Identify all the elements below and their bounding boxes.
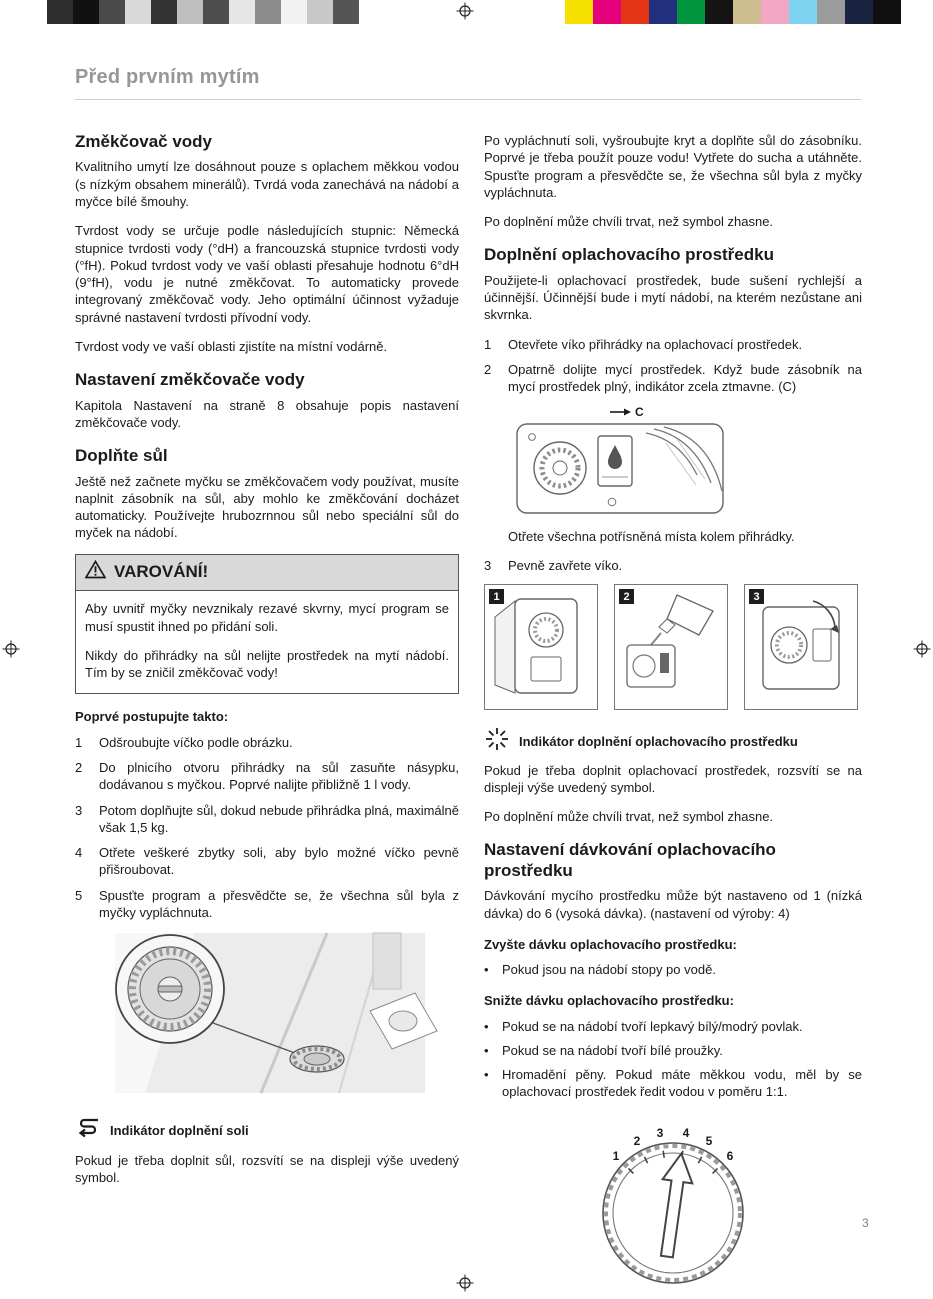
step-number: 3 <box>75 802 83 818</box>
bullet-marker: • <box>484 962 489 978</box>
bullet-text: Hromadění pěny. Pokud máte měkkou vodu, měl by se oplachovací prostředek ředit vodou v poměru 1:1. <box>502 1067 862 1100</box>
dispenser-label-c: C <box>635 405 644 420</box>
salt-indicator-row <box>75 1115 459 1147</box>
salt-indicator-title: Indikátor doplnění soli <box>110 1123 249 1138</box>
page-title: Před prvním mytím <box>75 66 260 88</box>
bullet-marker: • <box>484 1042 489 1058</box>
step-text: Opatrně dolijte mycí prostředek. Když bude zásobník na mycí prostředek plný, indikátor zcela ztmavne. (C) <box>508 361 862 395</box>
figure-number: 3 <box>749 589 764 604</box>
step-number: 3 <box>484 558 492 574</box>
calibration-square <box>125 0 151 24</box>
figure-number: 1 <box>489 589 504 604</box>
body-paragraph: Tvrdost vody se určuje podle následujících stupnic: Německá stupnice tvrdosti vody (°dH) a francouzská stupnice tvrdosti vody (°fH). Pokud tvrdost vody ve vaší oblasti přesahuje hodnotu 6°dH (9°fH), vodu je nutné změkčovat. To automaticky provede integrovaný změkčovač vody. Jeho optimální účinnost vyžaduje správné nastavení tvrdosti přívodní vody. <box>75 223 459 325</box>
step-item <box>75 759 459 794</box>
step-text: Otevřete víko přihrádky na oplachovací prostředek. <box>508 336 803 352</box>
calibration-square <box>333 0 359 24</box>
wipe-note: Otřete všechna potřísněná místa kolem přihrádky. <box>508 528 795 544</box>
section-title-softener-setting: Nastavení změkčovače vody <box>75 370 305 390</box>
right-column <box>484 132 862 1294</box>
calibration-square <box>677 0 705 24</box>
registration-mark-bottom <box>456 1274 474 1292</box>
calibration-square <box>649 0 677 24</box>
decrease-dose-title: Snižte dávku oplachovacího prostředku: <box>484 993 734 1009</box>
dial-label-1: 1 <box>612 1148 620 1163</box>
step-item <box>484 361 862 396</box>
body-paragraph: Po vypláchnutí soli, vyšroubujte kryt a doplňte sůl do zásobníku. Poprvé je třeba použít pouze vodu! Vytřete do sucha a utáhněte. Spusťte program a přesvědčte se, že všechna sůl byla z myčky vypláchnuta. <box>484 133 862 200</box>
procedure-figure-1 <box>484 584 598 710</box>
step-text: Potom doplňujte sůl, dokud nebude přihrádka plná, maximálně však 1,5 kg. <box>99 802 459 835</box>
rinse-indicator-icon <box>484 726 510 756</box>
bullet-text: Pokud jsou na nádobí stopy po vodě. <box>502 962 716 978</box>
body-paragraph: Ještě než začnete myčku se změkčovačem vody používat, musíte naplnit zásobník na sůl, aby mohlo ke změkčování docházet automaticky. Používejte hrubozrnnou sůl nebo speciální sůl do myček na nádobí. <box>75 473 459 541</box>
grayscale-strip <box>47 0 359 24</box>
step-number: 1 <box>484 336 492 352</box>
body-paragraph: Použijete-li oplachovací prostředek, bude sušení rychlejší a účinnější. Účinnější bude i mytí nádobí, na kterém nezůstane ani skvrnka. <box>484 272 862 323</box>
warning-paragraph: Aby uvnitř myčky nevznikaly rezavé skvrny, mycí program se musí spustit ihned po přidání soli. <box>85 601 449 634</box>
calibration-square <box>761 0 789 24</box>
section-title-water-softener: Změkčovač vody <box>75 132 213 151</box>
calibration-square <box>565 0 593 24</box>
body-paragraph: Kvalitního umytí lze dosáhnout pouze s oplachem měkkou vodou (s nízkým obsahem minerálů). Tvrdá voda zanechává na nádobí a myčce bílé šmouhy. <box>75 159 459 209</box>
step-item <box>75 734 459 751</box>
bullet-item <box>484 1018 862 1035</box>
bullet-item <box>484 1042 862 1059</box>
body-paragraph: Tvrdost vody ve vaší oblasti zjistíte na místní vodárně. <box>75 338 388 354</box>
step-text: Spusťte program a přesvědčte se, že všechna sůl byla z myčky vypláchnuta. <box>99 887 459 920</box>
calibration-square <box>845 0 873 24</box>
left-column <box>75 132 459 1198</box>
figure-number: 2 <box>619 589 634 604</box>
calibration-square <box>593 0 621 24</box>
step-item <box>75 802 459 837</box>
warning-paragraph: Nikdy do přihrádky na sůl nelijte prostředek na mytí nádobí. Tím by se zničil změkčovač vody! <box>85 647 449 681</box>
step-number: 2 <box>484 361 492 377</box>
dial-label-4: 4 <box>682 1125 690 1140</box>
rinse-aid-steps-2 <box>484 557 862 574</box>
procedure-figure-2 <box>614 584 728 710</box>
calibration-square <box>73 0 99 24</box>
procedure-figures <box>484 584 862 710</box>
body-paragraph: Dávkování mycího prostředku může být nastaveno od 1 (nízká dávka) do 6 (vysoká dávka). (nastavení od výroby: 4) <box>484 888 862 921</box>
salt-steps <box>75 734 459 922</box>
calibration-square <box>817 0 845 24</box>
calibration-square <box>621 0 649 24</box>
step-item <box>484 557 862 574</box>
rinse-indicator-title: Indikátor doplnění oplachovacího prostředku <box>519 733 798 749</box>
calibration-square <box>229 0 255 24</box>
page-header <box>75 66 861 100</box>
registration-mark-right <box>913 640 931 658</box>
dial-label-5: 5 <box>705 1133 713 1148</box>
dosage-dial-figure <box>484 1115 862 1294</box>
section-title-rinse-aid: Doplnění oplachovacího prostředku <box>484 245 774 265</box>
page-number: 3 <box>862 1216 869 1230</box>
registration-mark-top <box>456 2 474 20</box>
body-paragraph: Po doplnění může chvíli trvat, než symbol zhasne. <box>484 214 774 230</box>
calibration-square <box>203 0 229 24</box>
warning-title: VAROVÁNÍ! <box>114 562 209 582</box>
step-number: 4 <box>75 845 83 861</box>
calibration-square <box>255 0 281 24</box>
section-title-add-salt: Doplňte sůl <box>75 446 168 466</box>
dispenser-figure <box>514 403 862 521</box>
dial-label-2: 2 <box>633 1133 641 1148</box>
body-paragraph: Pokud je třeba doplnit sůl, rozsvítí se na displeji výše uvedený symbol. <box>75 1152 459 1186</box>
step-number: 1 <box>75 734 83 750</box>
color-strip <box>565 0 901 24</box>
warning-box <box>75 554 459 695</box>
bullet-marker: • <box>484 1067 489 1083</box>
step-text: Odšroubujte víčko podle obrázku. <box>99 734 293 750</box>
rinse-indicator-row <box>484 726 862 756</box>
bullet-item <box>484 1066 862 1101</box>
step-item <box>75 844 459 879</box>
step-item <box>75 887 459 922</box>
dial-label-6: 6 <box>726 1148 734 1163</box>
salt-indicator-icon <box>75 1115 101 1147</box>
section-title-dosage: Nastavení dávkování oplachovacího prostředku <box>484 840 776 880</box>
dial-label-3: 3 <box>656 1125 664 1140</box>
rinse-aid-steps <box>484 336 862 396</box>
calibration-square <box>47 0 73 24</box>
calibration-square <box>151 0 177 24</box>
salt-steps-title: Poprvé postupujte takto: <box>75 709 229 725</box>
warning-icon <box>85 560 106 586</box>
registration-mark-left <box>2 640 20 658</box>
step-number: 2 <box>75 759 83 775</box>
calibration-square <box>281 0 307 24</box>
body-paragraph: Kapitola Nastavení na straně 8 obsahuje popis nastavení změkčovače vody. <box>75 397 459 430</box>
calibration-square <box>99 0 125 24</box>
step-text: Do plnicího otvoru přihrádky na sůl zasuňte násypku, dodávanou s myčkou. Poprvé nalijte přibližně 1 l vody. <box>99 759 459 793</box>
bullet-text: Pokud se na nádobí tvoří lepkavý bílý/modrý povlak. <box>502 1018 803 1034</box>
warning-body <box>76 591 458 681</box>
calibration-square <box>177 0 203 24</box>
body-paragraph: Pokud je třeba doplnit oplachovací prostředek, rozsvítí se na displeji výše uvedený symbol. <box>484 762 862 795</box>
bullet-item <box>484 961 862 978</box>
calibration-square <box>733 0 761 24</box>
increase-dose-title: Zvyšte dávku oplachovacího prostředku: <box>484 936 737 952</box>
header-rule <box>75 99 861 100</box>
bullet-text: Pokud se na nádobí tvoří bílé proužky. <box>502 1042 723 1058</box>
procedure-figure-3 <box>744 584 858 710</box>
bullet-marker: • <box>484 1018 489 1034</box>
calibration-square <box>789 0 817 24</box>
step-item <box>484 336 862 353</box>
step-number: 5 <box>75 887 83 903</box>
body-paragraph: Po doplnění může chvíli trvat, než symbol zhasne. <box>484 809 774 825</box>
step-text: Pevně zavřete víko. <box>508 558 623 574</box>
calibration-square <box>307 0 333 24</box>
calibration-square <box>705 0 733 24</box>
step-text: Otřete veškeré zbytky soli, aby bylo možné víčko pevně přišroubovat. <box>99 845 459 878</box>
warning-header <box>76 555 458 592</box>
salt-cap-figure <box>85 931 459 1100</box>
calibration-square <box>873 0 901 24</box>
